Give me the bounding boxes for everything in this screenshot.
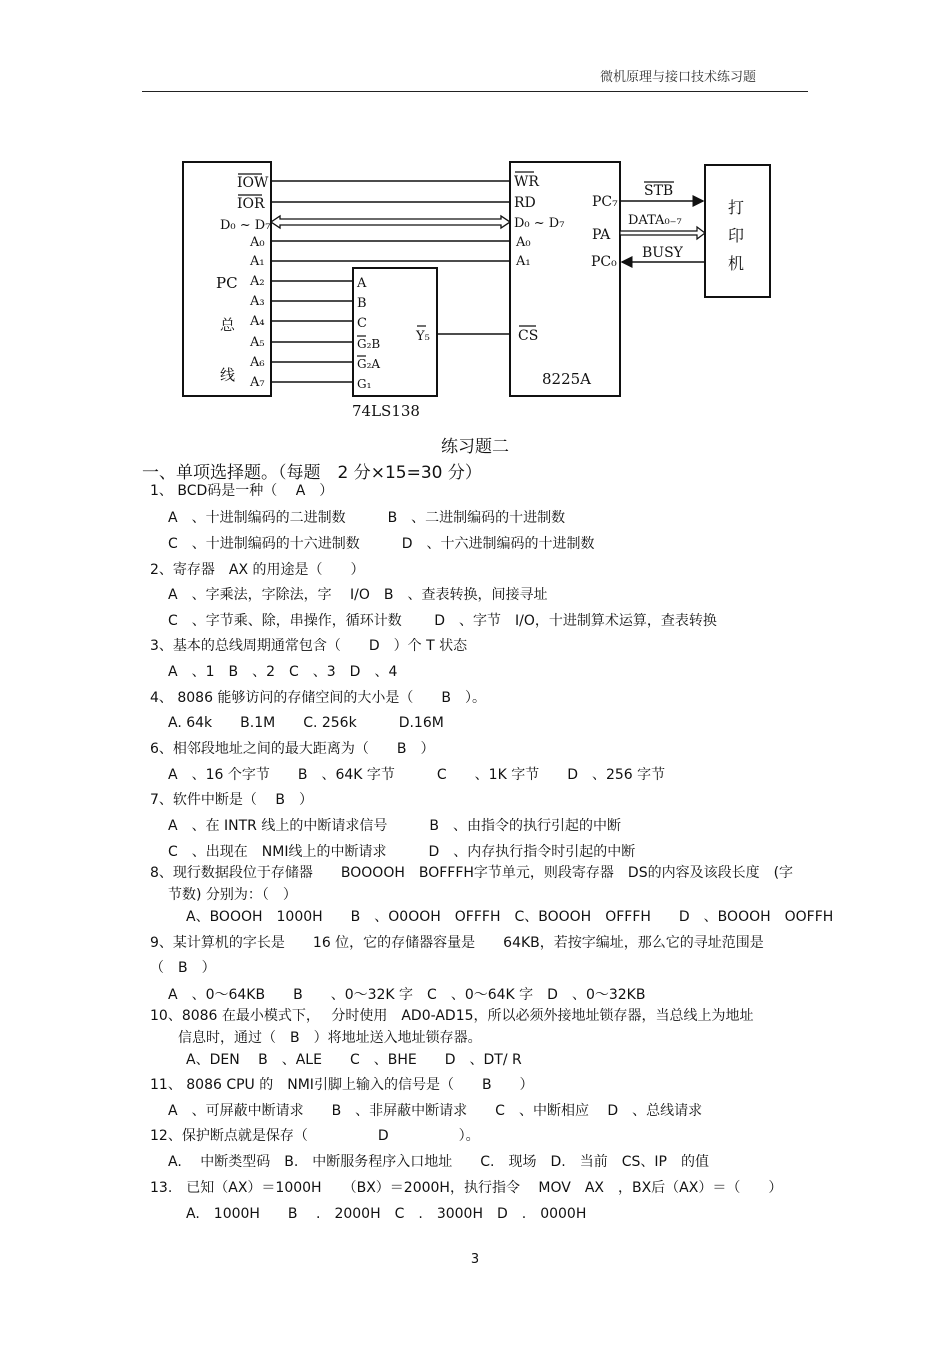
data-bus-arrow bbox=[271, 216, 510, 228]
chip-pin-a1: A₁ bbox=[516, 254, 531, 269]
printer-data-arrow bbox=[620, 227, 705, 239]
printer-label-3: 机 bbox=[728, 254, 745, 273]
question-line: 9、某计算机的字长是 16 位，它的存储器容量是 64KB，若按字编址，那么它的寻址范围是 bbox=[150, 935, 764, 951]
pin-a0: A₀ bbox=[250, 235, 265, 250]
question-line: 节数) 分别为：（ ） bbox=[168, 887, 297, 903]
chip-port-pc0: PC₀ bbox=[591, 254, 617, 270]
question-line: A. 64k B.1M C. 256k D.16M bbox=[168, 715, 444, 731]
interface-circuit-diagram bbox=[170, 150, 790, 425]
question-line: A 、十进制编码的二进制数 B 、二进制编码的十进制数 bbox=[168, 510, 566, 526]
question-line: C 、字节乘、除，串操作，循环计数 D 、字节 I/O，十进制算术运算，查表转换 bbox=[168, 613, 717, 629]
question-line: 2、寄存器 AX 的用途是（ ） bbox=[150, 562, 365, 578]
question-line: 7、软件中断是（ B ） bbox=[150, 792, 313, 808]
question-line: A 、1 B 、2 C 、3 D 、4 bbox=[168, 664, 398, 680]
question-line: A、DEN B 、ALE C 、BHE D 、DT/ R bbox=[186, 1052, 522, 1068]
chip-pin-d0-d7: D₀ ~ D₇ bbox=[514, 216, 565, 231]
pc-label-1: PC bbox=[216, 274, 238, 292]
question-line: 4、 8086 能够访问的存储空间的大小是（ B ）。 bbox=[150, 690, 487, 706]
pin-a4: A₄ bbox=[250, 314, 265, 329]
question-line: C 、十进制编码的十六进制数 D 、十六进制编码的十进制数 bbox=[168, 536, 595, 552]
pin-ior: IOR bbox=[237, 196, 265, 212]
dec-in-b: B bbox=[357, 296, 367, 311]
chip-port-pc7: PC₇ bbox=[592, 194, 618, 210]
chip-pin-a0: A₀ bbox=[516, 235, 531, 250]
dec-out-y5: Y₅ bbox=[416, 329, 430, 344]
pin-a1: A₁ bbox=[250, 254, 265, 269]
pin-a6: A₆ bbox=[250, 355, 265, 370]
question-line: A. 中断类型码 B. 中断服务程序入口地址 C. 现场 D. 当前 CS、IP 的值 bbox=[168, 1154, 709, 1170]
dec-in-g2a: G₂A bbox=[357, 357, 381, 371]
question-line: 12、保护断点就是保存（ D ）。 bbox=[150, 1128, 480, 1144]
question-line: （ B ） bbox=[150, 960, 216, 976]
pin-a5: A₅ bbox=[250, 335, 265, 350]
section-heading: 一、单项选择题。（每题 2 分×15=30 分） bbox=[142, 463, 482, 483]
signal-data: DATA₀₋₇ bbox=[628, 213, 682, 228]
dec-in-g1: G₁ bbox=[357, 377, 372, 391]
question-line: C 、出现在 NMI线上的中断请求 D 、内存执行指令时引起的中断 bbox=[168, 844, 636, 860]
pin-a2: A₂ bbox=[250, 274, 265, 289]
question-line: 11、 8086 CPU 的 NMI引脚上输入的信号是（ B ） bbox=[150, 1077, 534, 1093]
dec-in-g2b: G₂B bbox=[357, 337, 381, 351]
running-header: 微机原理与接口技术练习题 bbox=[600, 70, 757, 85]
exercise-title: 练习题二 bbox=[441, 437, 509, 457]
chip-port-pa: PA bbox=[592, 227, 611, 243]
question-line: A 、0～64KB B 、0～32K 字 C 、0～64K 字 D 、0～32KB bbox=[168, 987, 646, 1003]
question-line: 3、基本的总线周期通常包含（ D ）个 T 状态 bbox=[150, 638, 468, 654]
chip-pin-wr: WR bbox=[514, 174, 539, 190]
dec-in-c: C bbox=[357, 316, 367, 331]
question-line: 6、相邻段地址之间的最大距离为（ B ） bbox=[150, 741, 435, 757]
page-number: 3 bbox=[470, 1252, 480, 1267]
header-rule bbox=[142, 91, 808, 92]
pc-label-2: 总 bbox=[220, 316, 236, 334]
question-line: 13. 已知（AX）＝1000H （BX）＝2000H，执行指令 MOV AX ，BX后（AX）＝（ ） bbox=[150, 1180, 783, 1196]
printer-label-1: 打 bbox=[728, 198, 745, 217]
dec-in-a: A bbox=[357, 276, 367, 291]
question-line: A 、16 个字节 B 、64K 字节 C 、1K 字节 D 、256 字节 bbox=[168, 767, 666, 783]
chip-name: 8225A bbox=[542, 370, 592, 388]
signal-busy: BUSY bbox=[642, 245, 683, 261]
question-line: A 、可屏蔽中断请求 B 、非屏蔽中断请求 C 、中断相应 D 、总线请求 bbox=[168, 1103, 703, 1119]
pin-a7: A₇ bbox=[250, 375, 265, 390]
pc-label-3: 线 bbox=[220, 366, 236, 384]
question-line: 8、现行数据段位于存储器 BOOOOH BOFFFH字节单元，则段寄存器 DS的内容及该段长度 (字 bbox=[150, 865, 794, 881]
signal-stb: STB bbox=[644, 183, 674, 199]
pin-d0-d7: D₀ ~ D₇ bbox=[220, 218, 271, 233]
question-line: 信息时，通过（ B ）将地址送入地址锁存器。 bbox=[178, 1030, 482, 1046]
pin-iow: IOW bbox=[237, 175, 269, 191]
question-line: A、BOOOH 1000H B 、O0OOH OFFFH C、BOOOH OFFFH D 、BOOOH OOFFH bbox=[186, 909, 834, 925]
question-line: A. 1000H B . 2000H C . 3000H D . 0000H bbox=[186, 1206, 587, 1222]
question-line: 1、 BCD码是一种（ A ） bbox=[150, 483, 334, 499]
chip-pin-rd: RD bbox=[514, 195, 536, 211]
question-line: A 、字乘法，字除法，字 I/O B 、查表转换，间接寻址 bbox=[168, 587, 548, 603]
printer-label-2: 印 bbox=[728, 226, 745, 245]
decoder-name: 74LS138 bbox=[352, 402, 420, 420]
chip-pin-cs: CS bbox=[518, 328, 539, 344]
pin-a3: A₃ bbox=[250, 294, 265, 309]
question-line: 10、8086 在最小模式下， 分时使用 AD0-AD15，所以必须外接地址锁存器，当总线上为地址 bbox=[150, 1008, 754, 1024]
question-line: A 、在 INTR 线上的中断请求信号 B 、由指令的执行引起的中断 bbox=[168, 818, 621, 834]
